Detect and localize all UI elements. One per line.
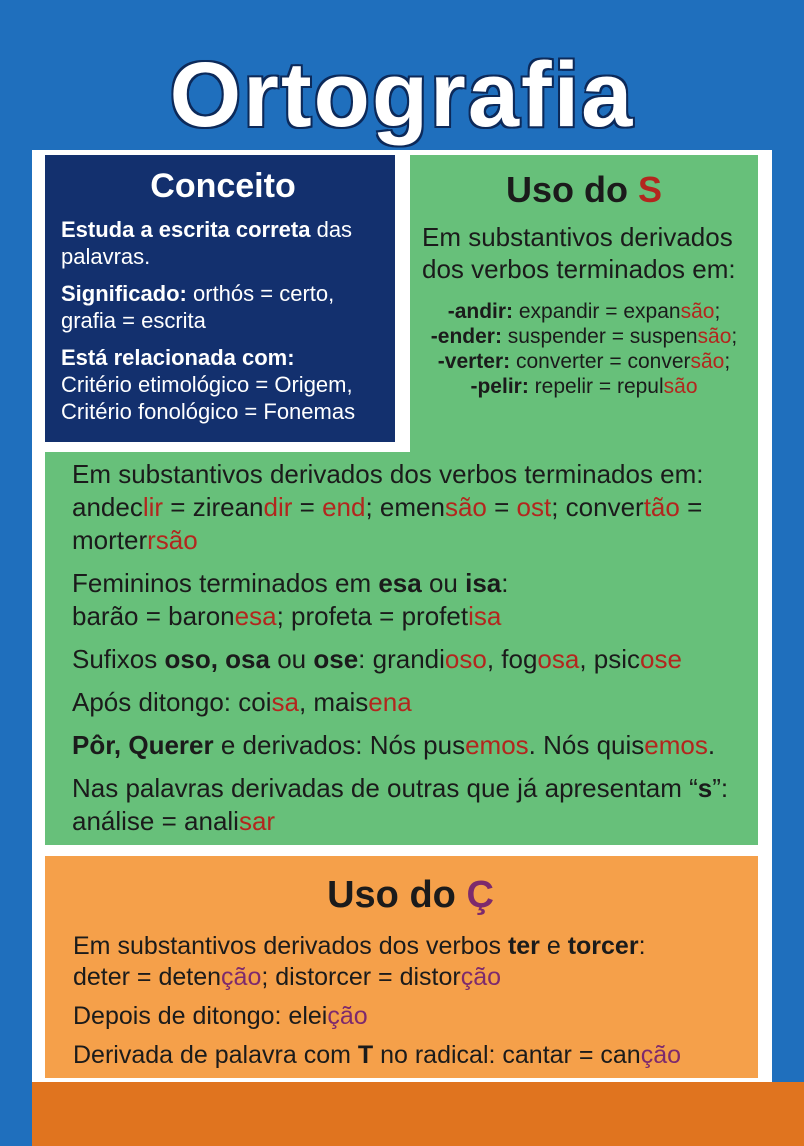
- uso-s-rule-derived-words: Nas palavras derivadas de outras que já apresentam “s”: análise = analisar: [72, 773, 729, 836]
- uso-s-rule-por-querer: Pôr, Querer e derivados: Nós pusemos. Nós quisemos.: [72, 730, 716, 760]
- conceito-box: [45, 155, 395, 442]
- uso-s-rules-box: [45, 452, 758, 845]
- uso-c-heading: Uso do Ç: [327, 874, 494, 916]
- uso-s-example: -pelir: repelir = repulsão: [470, 375, 698, 398]
- uso-c-rule-diphthong: Depois de ditongo: eleição: [73, 1002, 368, 1030]
- uso-c-box: [45, 856, 758, 1078]
- uso-s-intro: Em substantivos derivados dos verbos terminados em:: [422, 222, 736, 284]
- conceito-definition: Estuda a escrita correta das palavras.: [61, 217, 353, 269]
- uso-s-heading: Uso do S: [505, 169, 662, 210]
- conceito-heading: Conceito: [150, 167, 296, 205]
- uso-c-rule-radical-t: Derivada de palavra com T no radical: cantar = canção: [73, 1041, 681, 1069]
- uso-s-example: -verter: converter = conversão;: [437, 350, 731, 373]
- uso-s-rule-feminine: Femininos terminados em esa ou isa: barão = baronesa; profeta = profetisa: [72, 568, 509, 631]
- uso-s-rule-diphthong: Após ditongo: coisa, maisena: [72, 687, 412, 717]
- conceito-related: Está relacionada com: Critério etimológico = Origem, Critério fonológico = Fonemas: [61, 345, 356, 424]
- uso-s-example: -ender: suspender = suspensão;: [430, 325, 738, 348]
- uso-s-example: -andir: expandir = expansão;: [447, 300, 721, 323]
- page-title: Ortografia: [169, 44, 635, 146]
- conceito-meaning: Significado: orthós = certo, grafia = escrita: [61, 281, 335, 333]
- uso-s-rule-suffixes: Sufixos oso, osa ou ose: grandioso, fogosa, psicose: [72, 644, 682, 674]
- uso-s-intro-box: [410, 155, 758, 452]
- bottom-band: [32, 1082, 804, 1146]
- uso-s-rule-derived-verbs: Em substantivos derivados dos verbos terminados em: andeclir = zireandir = end; emensão = ost; convertão = morterrsão: [72, 459, 704, 555]
- uso-c-rule-ter-torcer: Em substantivos derivados dos verbos ter e torcer: deter = detenção; distorcer = distorção: [73, 932, 646, 991]
